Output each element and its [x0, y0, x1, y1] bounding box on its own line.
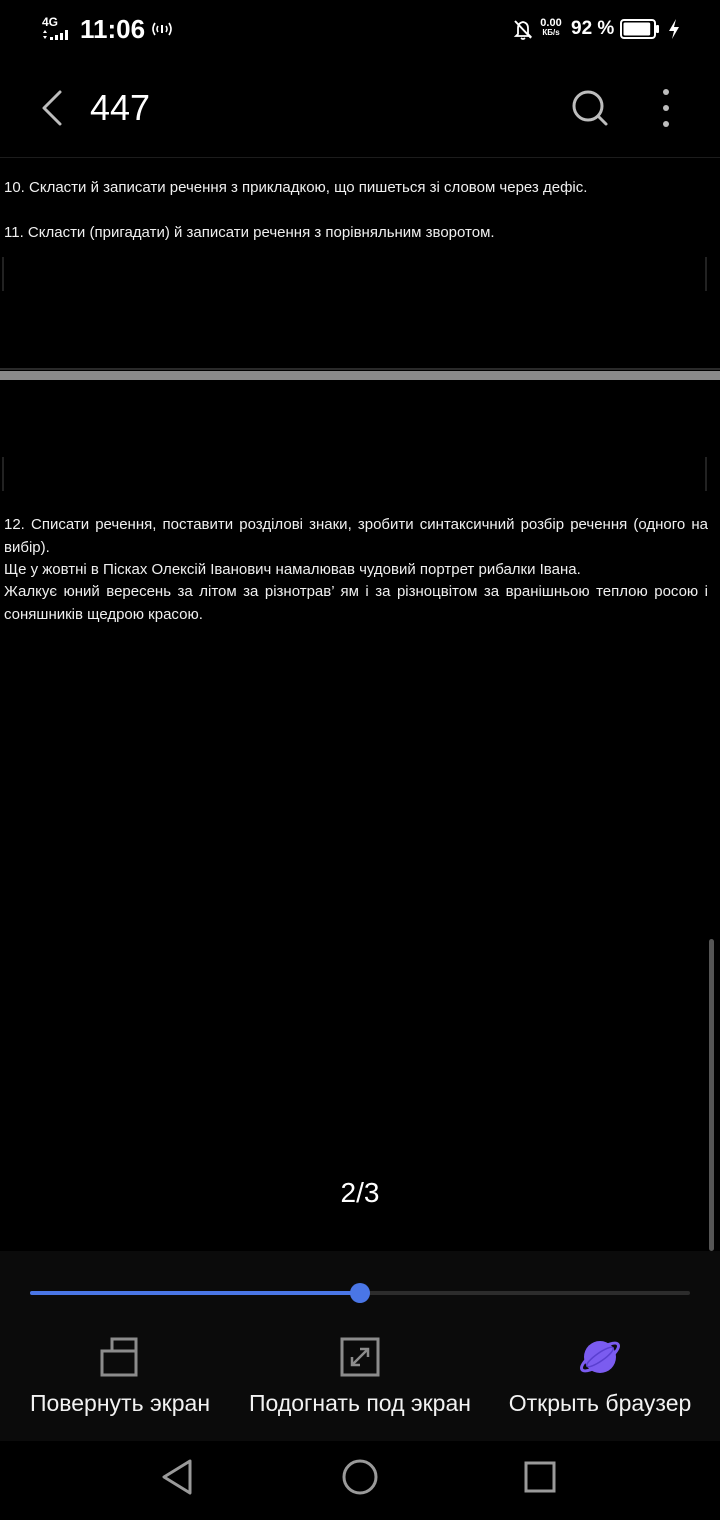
- app-bar: [0, 58, 720, 158]
- doc-text-task-11: 11. Скласти (пригадати) й записати речення з порівняльним зворотом.: [4, 224, 495, 241]
- network-speed: [537, 18, 565, 38]
- rotate-screen-button[interactable]: [10, 1335, 230, 1435]
- page-corner-mark: [2, 457, 4, 491]
- battery-percent: 92 %: [571, 18, 615, 39]
- rotate-screen-icon: [98, 1335, 142, 1379]
- document-viewer[interactable]: [0, 159, 720, 1251]
- signal-icon: [42, 30, 72, 40]
- scrollbar-thumb[interactable]: [709, 939, 714, 1251]
- page-corner-mark: [2, 257, 4, 291]
- doc-text-sentence-2: Жалкує юний вересень за літом за різнотрав’ ям і за різноцвітом за вранішньою теплою росою і соняшників щедрою красою.: [4, 583, 708, 623]
- back-icon[interactable]: [32, 86, 72, 130]
- network-type: 4G: [42, 15, 59, 29]
- system-nav-bar: [0, 1441, 720, 1520]
- nav-back-icon[interactable]: [158, 1457, 198, 1497]
- clock: 11:06: [80, 14, 146, 44]
- open-browser-label: Открыть браузер: [508, 1390, 692, 1416]
- doc-text-sentence-1: Ще у жовтні в Пісках Олексій Іванович намалював чудовий портрет рибалки Івана.: [4, 561, 581, 578]
- page-corner-mark: [705, 457, 707, 491]
- bottom-controls: [0, 1251, 720, 1441]
- status-bar: [0, 0, 720, 58]
- fit-screen-label: Подогнать под экран: [249, 1390, 471, 1416]
- open-browser-button[interactable]: [490, 1335, 710, 1435]
- nav-recents-icon[interactable]: [522, 1459, 558, 1495]
- fit-screen-button[interactable]: [235, 1335, 485, 1435]
- document-title: 447: [90, 87, 151, 128]
- doc-text-task-10: 10. Скласти й записати речення з прикладкою, що пишеться зі словом через дефіс.: [4, 179, 588, 196]
- doc-text-task-12: 12. Списати речення, поставити розділові знаки, зробити синтаксичний розбір речення (одного на вибір).: [4, 516, 708, 556]
- page-separator-shadow: [0, 368, 720, 370]
- network-speed-value: 0.00: [540, 17, 562, 29]
- page-separator: [0, 371, 720, 380]
- alarm-off-icon: [512, 18, 534, 40]
- rotate-screen-label: Повернуть экран: [29, 1390, 211, 1416]
- more-vert-icon[interactable]: [650, 86, 682, 130]
- network-speed-unit: КБ/s: [542, 28, 560, 37]
- page-indicator: 2/3: [340, 1177, 380, 1208]
- nav-home-icon[interactable]: [340, 1457, 380, 1497]
- page-slider-thumb[interactable]: [350, 1283, 370, 1303]
- page-slider[interactable]: [30, 1281, 690, 1305]
- page-corner-mark: [705, 257, 707, 291]
- page-slider-fill: [30, 1291, 360, 1295]
- battery-icon: [620, 19, 660, 39]
- search-icon[interactable]: [568, 86, 612, 130]
- fit-screen-icon: [338, 1335, 382, 1379]
- charging-icon: [667, 18, 681, 40]
- hotspot-icon: [150, 20, 174, 38]
- browser-planet-icon: [578, 1335, 622, 1379]
